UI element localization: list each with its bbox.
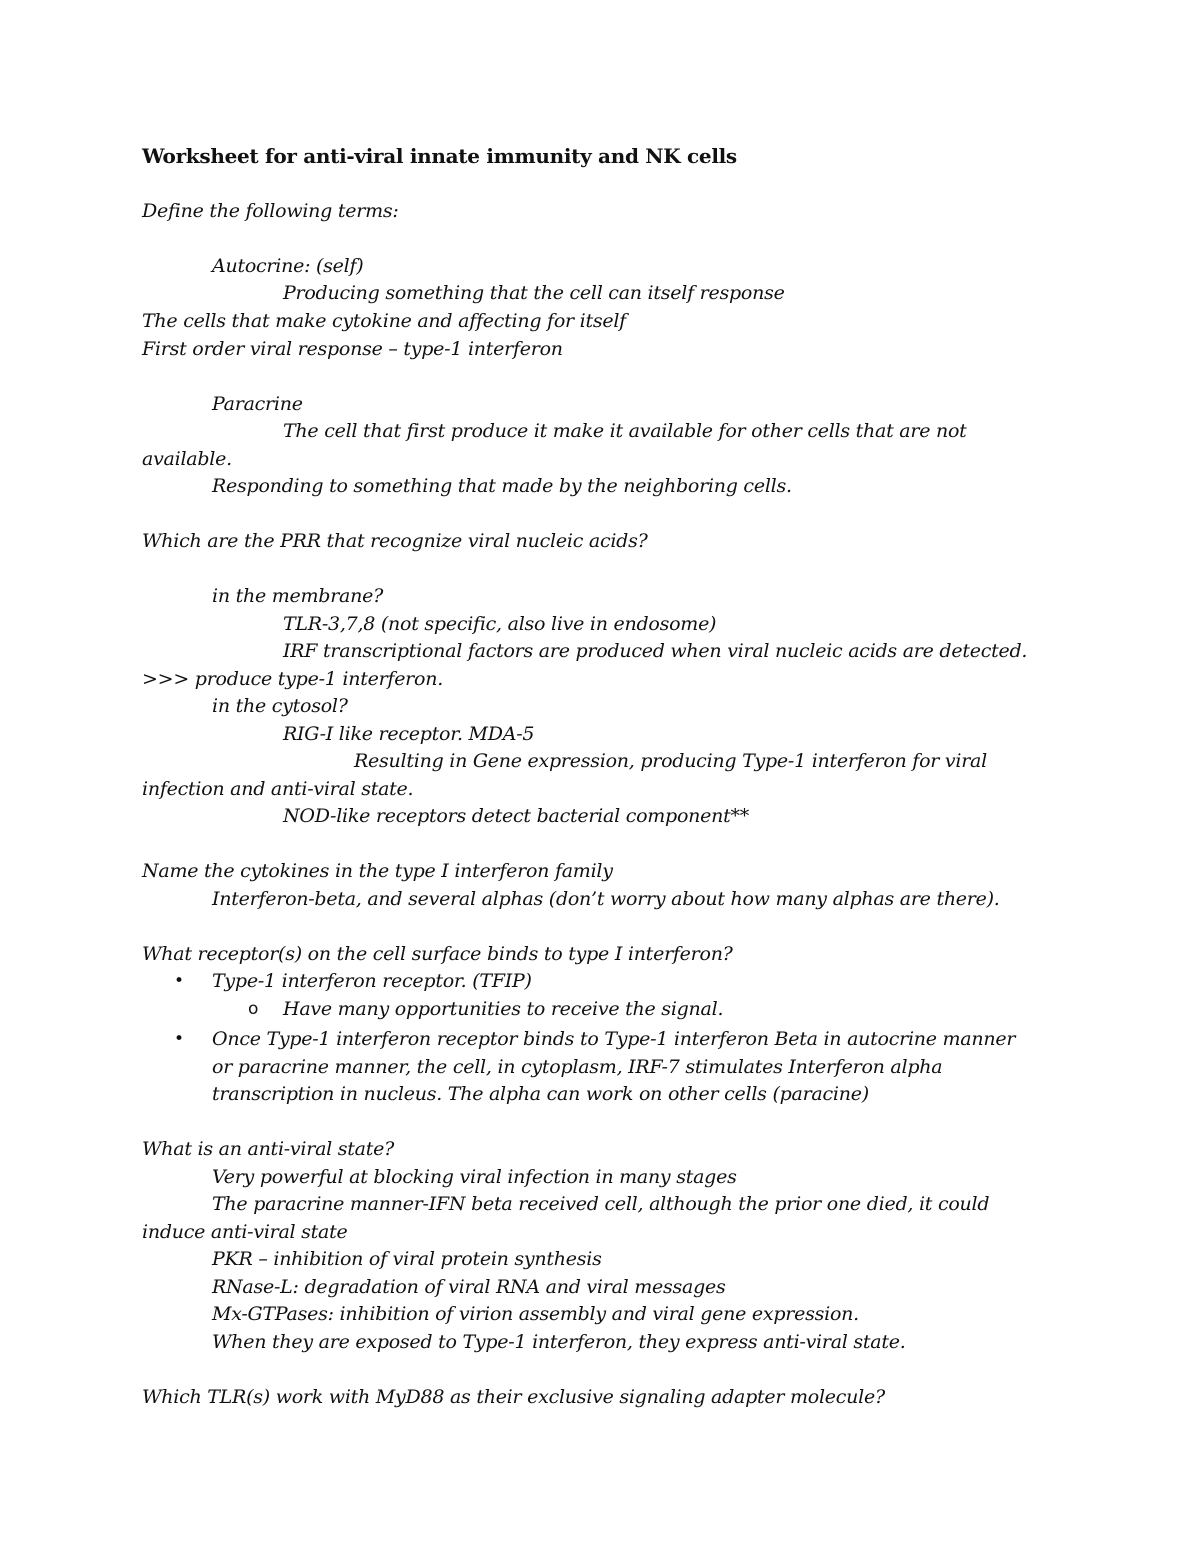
answer-line: The paracrine manner-IFN beta received cell, although the prior one died, it could <box>212 1193 990 1215</box>
question-define-terms: Define the following terms: <box>142 200 399 222</box>
answer-line: Resulting in Gene expression, producing Type-1 interferon for viral <box>354 750 987 772</box>
term-autocrine: Autocrine: (self) <box>212 255 364 277</box>
sub-bullet-marker: o <box>248 999 259 1019</box>
subquestion-membrane: in the membrane? <box>212 585 384 607</box>
question-prr: Which are the PRR that recognize viral nucleic acids? <box>142 530 648 552</box>
answer-line: >>> produce type-1 interferon. <box>142 668 443 690</box>
answer-line: Responding to something that made by the neighboring cells. <box>212 475 792 497</box>
answer-line: Producing something that the cell can itself response <box>283 282 785 304</box>
answer-line: RIG-I like receptor. MDA-5 <box>283 723 535 745</box>
bullet-marker: • <box>174 1029 185 1049</box>
answer-line: NOD-like receptors detect bacterial component** <box>283 805 749 827</box>
question-receptor: What receptor(s) on the cell surface binds to type I interferon? <box>142 943 733 965</box>
bullet-item-continued: transcription in nucleus. The alpha can work on other cells (paracine) <box>212 1083 869 1105</box>
answer-line: PKR – inhibition of viral protein synthesis <box>212 1248 602 1270</box>
answer-line: IRF transcriptional factors are produced when viral nucleic acids are detected. <box>283 640 1028 662</box>
answer-line: The cell that first produce it make it available for other cells that are not <box>283 420 967 442</box>
document-title: Worksheet for anti-viral innate immunity and NK cells <box>142 144 737 168</box>
bullet-item: Once Type-1 interferon receptor binds to Type-1 interferon Beta in autocrine manner <box>212 1028 1016 1050</box>
bullet-item: Type-1 interferon receptor. (TFIP) <box>212 970 532 992</box>
answer-line: Interferon-beta, and several alphas (don’t worry about how many alphas are there). <box>212 888 1000 910</box>
answer-line: Mx-GTPases: inhibition of virion assembly and viral gene expression. <box>212 1303 859 1325</box>
subquestion-cytosol: in the cytosol? <box>212 695 348 717</box>
term-paracrine: Paracrine <box>212 393 303 415</box>
bullet-marker: • <box>174 971 185 991</box>
question-antiviral-state: What is an anti-viral state? <box>142 1138 395 1160</box>
answer-line: RNase-L: degradation of viral RNA and viral messages <box>212 1276 726 1298</box>
question-cytokines: Name the cytokines in the type I interferon family <box>142 860 613 882</box>
sub-bullet-item: Have many opportunities to receive the signal. <box>283 998 724 1020</box>
answer-line: Very powerful at blocking viral infection in many stages <box>212 1166 737 1188</box>
answer-line: infection and anti-viral state. <box>142 778 414 800</box>
bullet-item-continued: or paracrine manner, the cell, in cytoplasm, IRF-7 stimulates Interferon alpha <box>212 1056 943 1078</box>
answer-line: available. <box>142 448 232 470</box>
answer-line: The cells that make cytokine and affecting for itself <box>142 310 626 332</box>
answer-line: First order viral response – type-1 interferon <box>142 338 563 360</box>
answer-line: induce anti-viral state <box>142 1221 348 1243</box>
question-tlr-myd88: Which TLR(s) work with MyD88 as their exclusive signaling adapter molecule? <box>142 1386 885 1408</box>
answer-line: When they are exposed to Type-1 interferon, they express anti-viral state. <box>212 1331 906 1353</box>
answer-line: TLR-3,7,8 (not specific, also live in endosome) <box>283 613 717 635</box>
